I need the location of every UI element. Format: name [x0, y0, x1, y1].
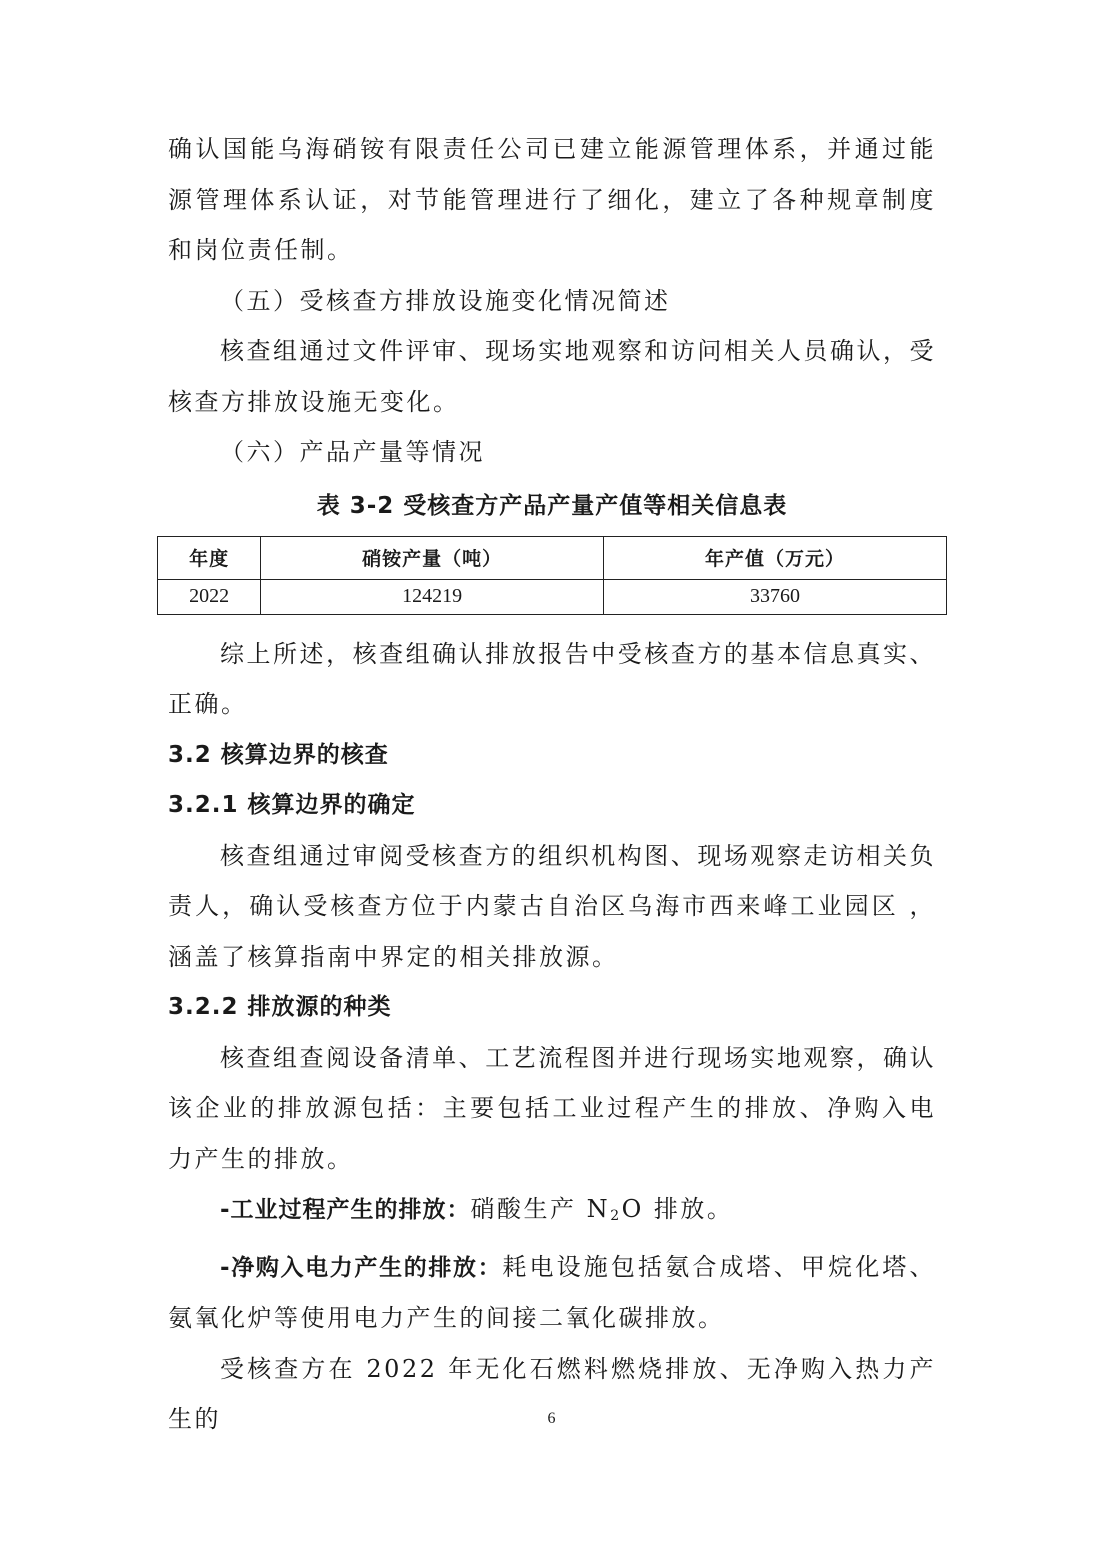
subsection-title-product-output: （六）产品产量等情况: [220, 438, 485, 466]
list-item-lead: -工业过程产生的排放：: [220, 1197, 471, 1223]
list-item-text: 耗电设施包括氨合成塔、甲烷化塔、氨氧化炉等使用电力产生的间接二氧化碳排放。: [168, 1252, 937, 1332]
product-output-table: [157, 536, 947, 615]
paragraph-summary: 综上所述，核查组确认排放报告中受核查方的基本信息真实、正确。: [168, 639, 936, 718]
list-item-electricity-emissions: [168, 1242, 936, 1344]
subscript: 2: [610, 1208, 622, 1224]
section-heading-3-2: 3.2 核算边界的核查: [168, 741, 389, 768]
paragraph-emission-sources: 核查组查阅设备清单、工艺流程图并进行现场实地观察，确认该企业的排放源包括：主要包括工业过程产生的排放、净购入电力产生的排放。: [168, 1043, 936, 1173]
subsection-title-facility-changes: （五）受核查方排放设施变化情况简述: [220, 286, 671, 315]
list-item-text: 硝酸生产 N: [470, 1195, 611, 1223]
cell-year: 2022: [158, 579, 261, 614]
list-item-text-end: O 排放。: [621, 1195, 734, 1223]
section-heading-3-2-1: 3.2.1 核算边界的确定: [168, 792, 416, 818]
section-heading-3-2-2: 3.2.2 排放源的种类: [168, 994, 392, 1020]
paragraph-boundary: 核查组通过审阅受核查方的组织机构图、现场观察走访相关负责人，确认受核查方位于内蒙古自治区乌海市西来峰工业园区 ，涵盖了核算指南中界定的相关排放源。: [168, 841, 936, 971]
paragraph-facility-changes: 核查组通过文件评审、现场实地观察和访问相关人员确认，受核查方排放设施无变化。: [168, 337, 936, 416]
page-number: 6: [547, 1410, 556, 1427]
table-row: [158, 579, 947, 614]
paragraph-energy-management: 确认国能乌海硝铵有限责任公司已建立能源管理体系，并通过能源管理体系认证，对节能管理进行了细化，建立了各种规章制度和岗位责任制。: [168, 135, 936, 264]
header-annual-output-value: 年产值（万元）: [604, 536, 947, 579]
page-body: [168, 124, 936, 1445]
cell-output: 124219: [261, 579, 604, 614]
header-year: 年度: [158, 536, 261, 579]
list-item-process-emissions: [168, 1184, 936, 1242]
paragraph-no-fossil: 受核查方在 2022 年无化石燃料燃烧排放、无净购入热力产生的: [168, 1354, 936, 1433]
list-item-lead: -净购入电力产生的排放：: [220, 1254, 503, 1281]
cell-value: 33760: [604, 579, 947, 614]
table-caption: 表 3-2 受核查方产品产量产值等相关信息表: [316, 492, 788, 519]
table-header-row: [158, 536, 947, 579]
header-ammonium-nitrate-output: 硝铵产量（吨）: [261, 536, 604, 579]
